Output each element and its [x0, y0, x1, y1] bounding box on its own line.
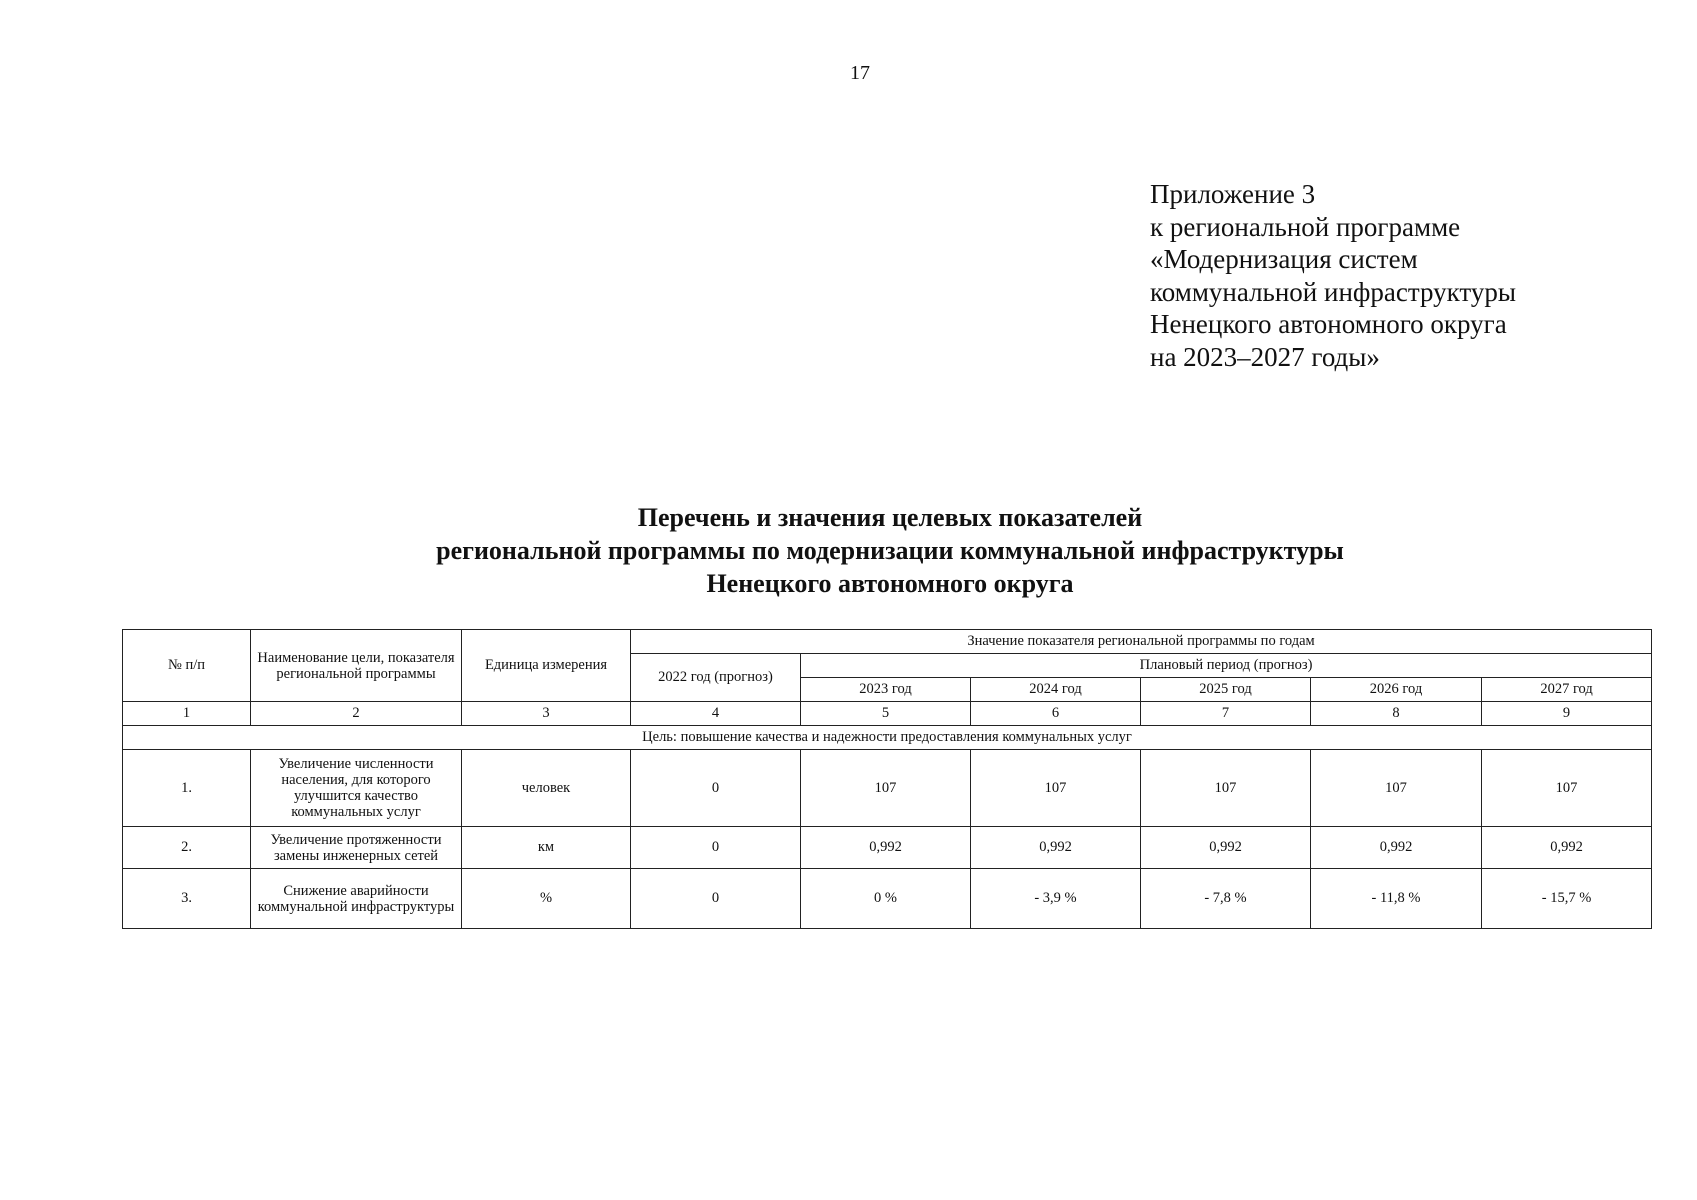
column-number: 2 — [251, 702, 462, 726]
column-number: 6 — [971, 702, 1141, 726]
row-value: 0 — [631, 750, 801, 827]
row-value: 0,992 — [801, 827, 971, 869]
header-row — [123, 630, 1652, 654]
header-unit: Единица измерения — [462, 630, 631, 702]
row-unit: км — [462, 827, 631, 869]
appendix-line: к региональной программе — [1150, 211, 1461, 242]
row-value: 0 — [631, 869, 801, 929]
row-value: 107 — [1141, 750, 1311, 827]
row-unit: человек — [462, 750, 631, 827]
row-value: - 7,8 % — [1141, 869, 1311, 929]
row-value: 0,992 — [1482, 827, 1652, 869]
header-year: 2025 год — [1141, 678, 1311, 702]
header-year: 2023 год — [801, 678, 971, 702]
appendix-block — [1150, 178, 1516, 373]
column-number: 1 — [123, 702, 251, 726]
row-value: - 11,8 % — [1311, 869, 1482, 929]
column-number: 5 — [801, 702, 971, 726]
indicators-table — [122, 629, 1652, 929]
row-value: 0 — [631, 827, 801, 869]
goal-text: Цель: повышение качества и надежности предоставления коммунальных услуг — [123, 726, 1652, 750]
title-line: региональной программы по модернизации коммунальной инфраструктуры — [436, 536, 1344, 565]
header-num: № п/п — [123, 630, 251, 702]
row-unit: % — [462, 869, 631, 929]
table-row — [123, 750, 1652, 827]
title-line: Ненецкого автономного округа — [706, 569, 1074, 598]
row-value: 0,992 — [1141, 827, 1311, 869]
appendix-line: Ненецкого автономного округа — [1150, 309, 1507, 339]
table-row — [123, 827, 1652, 869]
row-value: 107 — [801, 750, 971, 827]
title-line: Перечень и значения целевых показателей — [637, 503, 1143, 532]
row-value: - 15,7 % — [1482, 869, 1652, 929]
column-number: 7 — [1141, 702, 1311, 726]
row-num: 3. — [123, 869, 251, 929]
header-year: 2026 год — [1311, 678, 1482, 702]
appendix-line: на 2023–2027 годы» — [1150, 341, 1380, 372]
header-year-2022: 2022 год (прогноз) — [631, 654, 801, 702]
row-value: 0,992 — [971, 827, 1141, 869]
header-values-group: Значение показателя региональной программы по годам — [631, 630, 1652, 654]
column-number: 4 — [631, 702, 801, 726]
header-name: Наименование цели, показателя региональной программы — [251, 630, 462, 702]
row-name: Снижение аварийности коммунальной инфраструктуры — [251, 869, 462, 929]
column-numbers-row — [123, 702, 1652, 726]
row-value: 107 — [971, 750, 1141, 827]
header-plan-period: Плановый период (прогноз) — [801, 654, 1652, 678]
document-title — [0, 501, 1697, 600]
appendix-line: «Модернизация систем — [1150, 244, 1418, 274]
row-value: - 3,9 % — [971, 869, 1141, 929]
row-name: Увеличение численности населения, для которого улучшится качество коммунальных услуг — [251, 750, 462, 827]
appendix-line: Приложение 3 — [1150, 179, 1316, 209]
page-number: 17 — [850, 62, 870, 84]
table-row — [123, 869, 1652, 929]
row-num: 1. — [123, 750, 251, 827]
goal-row — [123, 726, 1652, 750]
row-num: 2. — [123, 827, 251, 869]
header-year: 2027 год — [1482, 678, 1652, 702]
row-value: 107 — [1482, 750, 1652, 827]
column-number: 9 — [1482, 702, 1652, 726]
row-name: Увеличение протяженности замены инженерных сетей — [251, 827, 462, 869]
column-number: 3 — [462, 702, 631, 726]
row-value: 107 — [1311, 750, 1482, 827]
row-value: 0 % — [801, 869, 971, 929]
row-value: 0,992 — [1311, 827, 1482, 869]
appendix-line: коммунальной инфраструктуры — [1150, 276, 1516, 307]
column-number: 8 — [1311, 702, 1482, 726]
header-year: 2024 год — [971, 678, 1141, 702]
